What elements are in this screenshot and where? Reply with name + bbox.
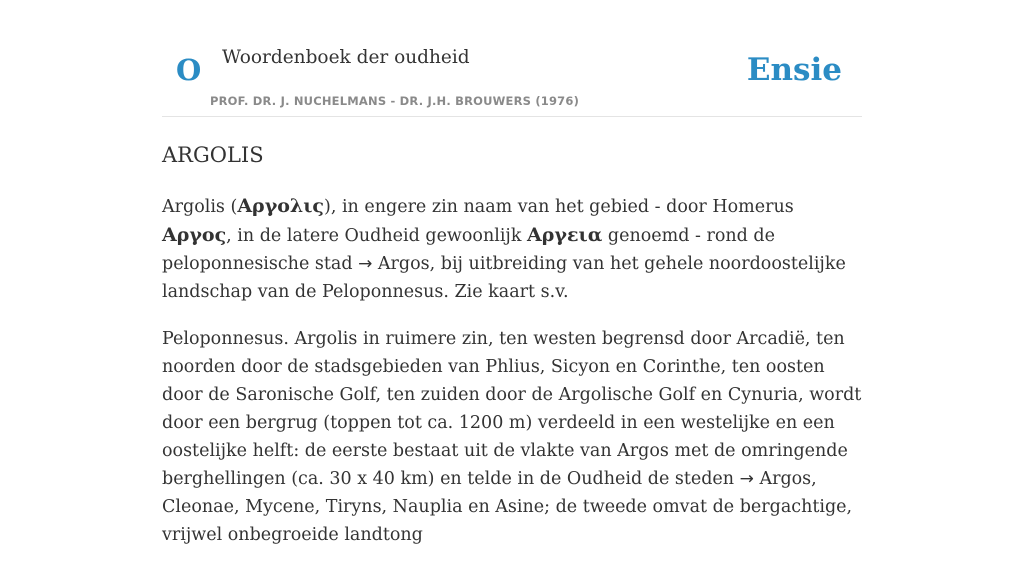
greek-term: Αργεια [527,224,603,246]
cross-reference-arrow-icon: → [358,254,373,274]
cross-reference-arrow-icon: → [739,469,754,489]
index-letter[interactable]: O [176,53,202,87]
text-segment: Peloponnesus. Argolis in ruimere zin, ten westen begrensd door Arcadië, ten noorden door de stadsgebieden van Phlius, Sicyon en Corinthe, ten oosten door de Saronische Golf, ten zuiden door de Argolische Golf en Cynuria, wordt door een bergrug (toppen tot ca. 1200 m) verdeeld in een westelijke en een oostelijke helft: de eerste bestaat uit de vlakte van Argos met de omringende berghellingen (ca. 30 x 40 km) en telde in de Oudheid de steden [162,329,862,489]
entry-paragraph-2 [162,325,862,549]
entry-paragraph-1 [162,192,862,306]
entry-body [162,192,862,568]
brand-logo-link[interactable]: Ensie [746,52,842,88]
entry-title: ARGOLIS [162,143,264,167]
dictionary-header [162,0,862,117]
greek-term: Αργος [162,224,227,246]
text-segment: Argolis ( [162,197,238,217]
text-segment: genoemd - rond de peloponnesische stad [162,226,775,274]
text-segment: ), in engere zin naam van het gebied - door Homerus [324,197,794,217]
dictionary-title[interactable]: Woordenboek der oudheid [222,47,470,68]
text-segment: Argos, Cleonae, Mycene, Tiryns, Nauplia en Asine; de tweede omvat de bergachtige, vrijwel onbegroeide landtong [162,469,853,545]
text-segment: , in de latere Oudheid gewoonlijk [226,226,528,246]
greek-term: Αργολις [237,195,324,217]
dictionary-authors: PROF. DR. J. NUCHELMANS - DR. J.H. BROUWERS (1976) [210,94,580,108]
text-segment: Argos, bij uitbreiding van het gehele noordoostelijke landschap van de Peloponnesus. Zie kaart s.v. [162,254,846,302]
